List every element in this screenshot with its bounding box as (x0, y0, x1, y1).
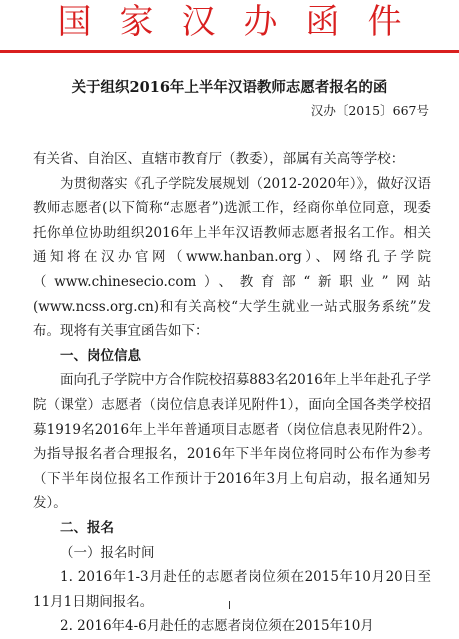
registration-item-2: 2. 2016年4-6月赴任的志愿者岗位须在2015年10月 (60, 618, 374, 635)
recipients-line: 有关省、自治区、直辖市教育厅（教委），部属有关高等学校： (33, 151, 405, 167)
section-heading-positions: 一、岗位信息 (60, 347, 141, 364)
page-edge-mark (229, 601, 230, 609)
document-title: 关于组织2016年上半年汉语教师志愿者报名的函 (71, 79, 388, 96)
registration-item-1: 1. 2016年1-3月赴任的志愿者岗位须在2015年10月20日至11月1日期间报名。 (33, 569, 431, 610)
positions-paragraph: 面向孔子学院中方合作院校招募883名2016年上半年赴孔子学院（课堂）志愿者（岗位信息表详见附件1），面向全国各类学校招募1919名2016年上半年普通项目志愿者（岗位信息表见附件2）。为指导报名者合理报名，2016年下半年岗位将同时公布作为参考（下半年岗位报名工作预计于2016年3月上旬启动，报名通知另发）。 (33, 372, 431, 512)
letterhead-title: 国家汉办函件 (57, 2, 430, 42)
letterhead (0, 0, 459, 56)
subsection-heading-time: （一）报名时间 (60, 544, 155, 561)
document-body (33, 147, 431, 639)
letterhead-red-rule (0, 50, 459, 53)
intro-paragraph: 为贯彻落实《孔子学院发展规划（2012-2020年）》，做好汉语教师志愿者(以下简称“志愿者”)选派工作，经商你单位同意，现委托你单位协助组织2016年上半年汉语教师志愿者报名工作。相关通知将在汉办官网（www.hanban.org）、网络孔子学院（www.chinesecio.com）、教育部“新职业”网站(www.ncss.org.cn)和有关高校“大学生就业一站式服务系统”发布。现将有关事宜函告如下： (33, 175, 431, 340)
section-heading-registration: 二、报名 (60, 519, 114, 536)
document-number: 汉办〔2015〕667号 (310, 103, 429, 118)
